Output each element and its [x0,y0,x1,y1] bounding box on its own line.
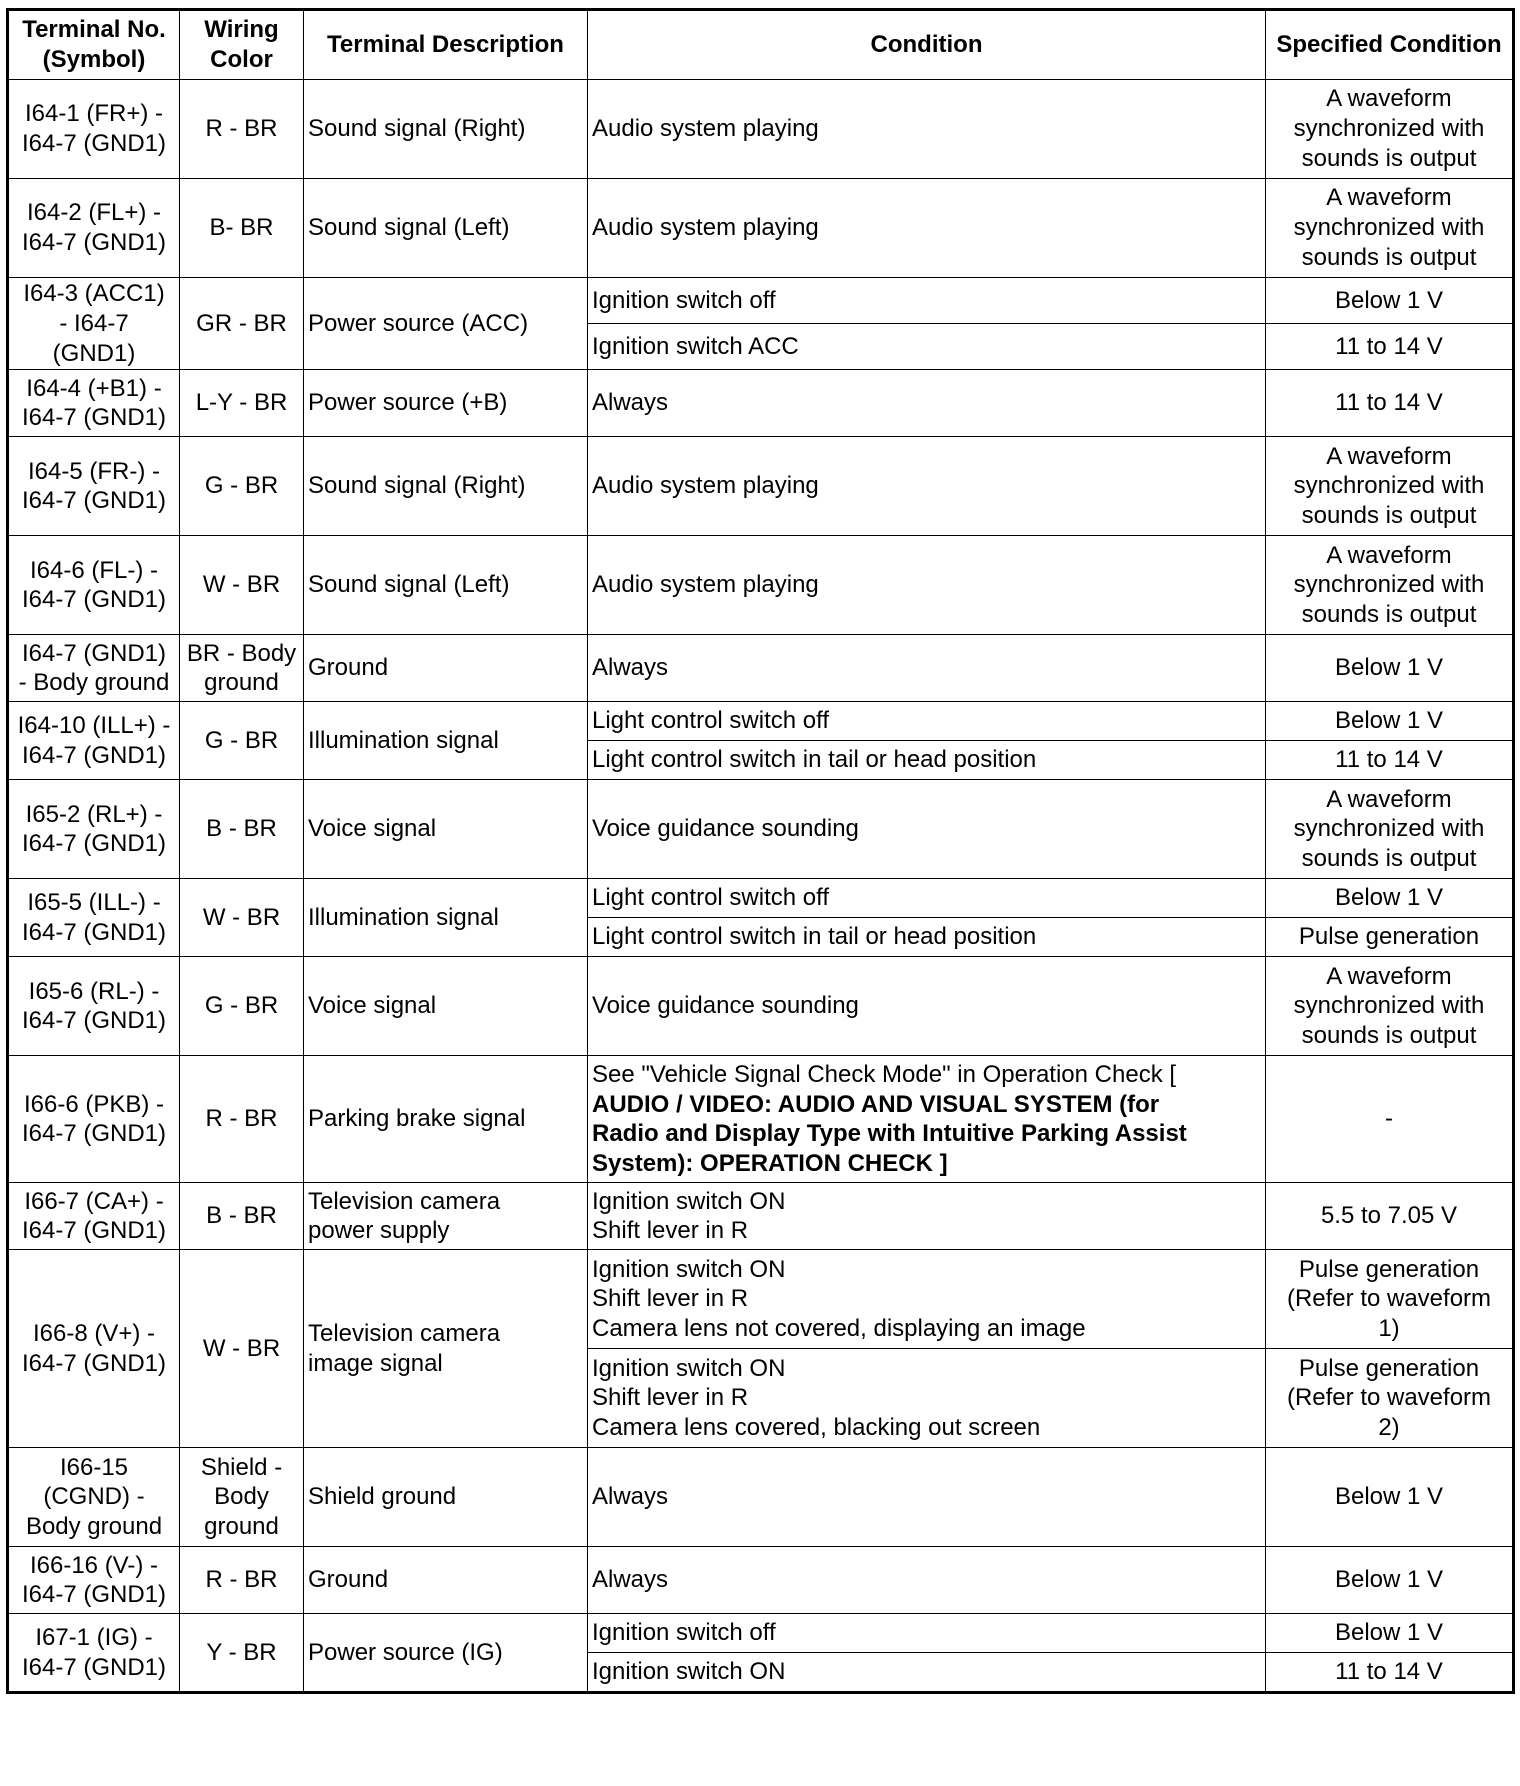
condition-cell [588,1547,1266,1614]
terminal-text: Body ground [25,1513,163,1541]
spec-text: A waveform [1326,184,1452,212]
description-text: Sound signal (Right) [308,115,526,143]
terminal-text: I64-1 (FR+) - [24,100,164,128]
spec-text: A waveform [1326,962,1452,990]
spec-text: Pulse generation [1298,1255,1480,1283]
wiring-cell [180,80,304,179]
terminal-spec-table [6,8,1515,1694]
specified-cell [1266,1547,1514,1614]
condition-text: Camera lens not covered, displaying an image [592,1315,1086,1343]
description-cell [304,1250,588,1448]
description-cell [304,1183,588,1250]
terminal-text: I64-3 (ACC1) [23,280,165,307]
spec-text: synchronized with [1293,992,1485,1020]
description-cell [304,1448,588,1547]
description-text: Voice signal [308,992,437,1020]
spec-text: (Refer to waveform [1286,1285,1492,1313]
table-row [8,536,1514,635]
wiring-text: Body [214,1483,269,1511]
condition-text: Voice guidance sounding [592,992,859,1020]
condition-text: See "Vehicle Signal Check Mode" in Operation Check [ [592,1060,1177,1088]
header-condition: Condition [588,10,1266,80]
header-specified: Specified Condition [1266,10,1514,80]
description-text: Sound signal (Right) [308,472,526,500]
wiring-text: B- BR [209,214,274,242]
wiring-text: G - BR [204,726,279,754]
terminal-cell [8,536,180,635]
specified-cell [1266,1448,1514,1547]
terminal-text: I66-7 (CA+) - [24,1187,164,1215]
specified-cell [1266,536,1514,635]
terminal-text: I65-6 (RL-) - [28,977,160,1005]
wiring-text: B - BR [206,815,277,843]
terminal-text: (CGND) - [43,1483,145,1511]
header-terminal [8,10,180,80]
specified-cell [1266,957,1514,1056]
spec-text: Below 1 V [1334,707,1444,735]
wiring-cell [180,702,304,780]
condition-cell [588,635,1266,702]
spec-text: synchronized with [1293,815,1485,843]
terminal-text: I64-4 (+B1) - [26,374,162,402]
spec-text: - [1385,1105,1393,1133]
terminal-text: I64-5 (FR-) - [28,457,160,485]
specified-cell [1266,1056,1514,1183]
wiring-text: R - BR [205,1566,278,1594]
spec-text: Below 1 V [1334,654,1444,682]
terminal-cell [8,957,180,1056]
specified-cell [1266,1349,1514,1448]
description-cell [304,278,588,370]
spec-text: sounds is output [1301,243,1477,271]
condition-text: Ignition switch ON [592,1658,786,1686]
specified-cell [1266,1183,1514,1250]
description-cell [304,957,588,1056]
description-text: Ground [308,1566,389,1594]
description-text: Ground [308,654,389,682]
terminal-text: I64-7 (GND1) [21,130,167,157]
condition-cell [588,702,1266,741]
spec-text: A waveform [1326,785,1452,813]
spec-text: Pulse generation [1298,923,1480,951]
condition-text: Always [592,389,669,417]
description-text: Sound signal (Left) [308,571,510,599]
description-text: Illumination signal [308,903,499,931]
table-row [8,179,1514,278]
description-text: image signal [308,1349,443,1377]
condition-cell [588,179,1266,278]
terminal-text: I64-7 (GND1) [21,1581,167,1609]
terminal-cell [8,1056,180,1183]
condition-cell [588,1614,1266,1653]
table-row [8,1183,1514,1250]
specified-cell [1266,370,1514,437]
condition-cell [588,1349,1266,1448]
table-row [8,1547,1514,1614]
specified-cell [1266,702,1514,741]
condition-cell [588,536,1266,635]
spec-text: Below 1 V [1334,884,1444,912]
terminal-text: I64-7 (GND1) [21,1349,167,1377]
spec-text: 2) [1378,1414,1400,1442]
specified-cell [1266,80,1514,179]
description-cell [304,1547,588,1614]
spec-text: Below 1 V [1334,1566,1444,1594]
condition-text: Light control switch off [592,707,830,735]
terminal-cell [8,437,180,536]
terminal-text: I64-7 (GND1) [21,741,167,769]
spec-text: synchronized with [1293,214,1485,242]
condition-cell [588,370,1266,437]
terminal-cell [8,780,180,879]
specified-cell [1266,1653,1514,1693]
terminal-cell [8,702,180,780]
condition-text: Ignition switch off [592,1619,776,1647]
description-cell [304,702,588,780]
condition-text: Audio system playing [592,472,819,500]
condition-text: Ignition switch ON [592,1354,786,1382]
description-text: Power source (IG) [308,1638,503,1666]
wiring-cell [180,879,304,957]
wiring-cell [180,370,304,437]
terminal-cell [8,1547,180,1614]
terminal-cell [8,278,180,370]
wiring-text: G - BR [204,992,279,1020]
wiring-text: W - BR [202,903,281,931]
header-wiring-line: Color [210,46,273,73]
condition-text: Ignition switch ACC [592,332,799,360]
condition-text: Shift lever in R [592,1285,749,1313]
wiring-text: B - BR [206,1202,277,1230]
table-row [8,1448,1514,1547]
terminal-text: I64-7 (GND1) [21,229,167,256]
specified-cell [1266,324,1514,370]
terminal-text: I65-5 (ILL-) - [27,889,161,916]
terminal-text: I66-15 [59,1453,129,1481]
condition-text: Ignition switch ON [592,1187,786,1215]
terminal-text: I64-7 (GND1) [21,1653,167,1681]
description-cell [304,80,588,179]
condition-cell [588,918,1266,957]
terminal-text: (GND1) [52,339,136,367]
terminal-cell [8,1183,180,1250]
specified-cell [1266,635,1514,702]
condition-text: Audio system playing [592,115,819,143]
terminal-cell [8,1614,180,1693]
terminal-text: I67-1 (IG) - [35,1624,153,1651]
table-row [8,370,1514,437]
spec-text: Below 1 V [1334,1483,1444,1511]
terminal-cell [8,879,180,957]
condition-text: Light control switch in tail or head position [592,746,1037,774]
wiring-text: ground [204,669,279,697]
description-text: Television camera [308,1320,501,1347]
description-text: Voice signal [308,815,437,843]
terminal-text: I65-2 (RL+) - [25,800,163,828]
condition-cell [588,780,1266,879]
terminal-text: I64-7 (GND1) [21,830,167,858]
wiring-text: GR - BR [196,309,287,337]
specified-cell [1266,437,1514,536]
terminal-text: I64-7 (GND1) [21,918,167,946]
specified-cell [1266,179,1514,278]
description-text: Illumination signal [308,726,499,754]
header-wiring [180,10,304,80]
terminal-text: I64-7 (GND1) [21,639,167,667]
condition-text: Light control switch in tail or head position [592,923,1037,951]
condition-text: Ignition switch ON [592,1255,786,1283]
spec-text: (Refer to waveform [1286,1384,1492,1412]
spec-text: A waveform [1326,541,1452,569]
specified-cell [1266,741,1514,780]
operation-check-link[interactable]: Radio and Display Type with Intuitive Parking Assist [592,1120,1187,1148]
condition-text: Always [592,1566,669,1594]
wiring-cell [180,536,304,635]
condition-cell [588,278,1266,324]
spec-text: 11 to 14 V [1335,1658,1443,1686]
description-text: Parking brake signal [308,1105,526,1133]
terminal-text: I64-7 (GND1) [21,1007,167,1035]
operation-check-link[interactable]: System): OPERATION CHECK ] [592,1150,948,1177]
wiring-text: Y - BR [206,1638,277,1666]
condition-text: Shift lever in R [592,1384,749,1412]
condition-cell [588,1183,1266,1250]
wiring-cell [180,780,304,879]
condition-cell [588,741,1266,780]
terminal-text: I64-7 (GND1) [21,1217,167,1245]
wiring-cell [180,957,304,1056]
specified-cell [1266,1614,1514,1653]
description-text: Power source (ACC) [308,309,529,337]
terminal-text: I66-6 (PKB) - [23,1090,165,1118]
condition-text: Ignition switch off [592,286,776,314]
spec-text: 11 to 14 V [1335,389,1443,417]
wiring-cell [180,1614,304,1693]
terminal-text: I64-10 (ILL+) - [17,712,171,739]
description-cell [304,879,588,957]
condition-text: Shift lever in R [592,1217,749,1245]
wiring-text: ground [204,1513,279,1541]
condition-text: Always [592,654,669,682]
spec-text: Pulse generation [1298,1354,1480,1382]
terminal-text: I64-7 (GND1) [21,586,167,614]
condition-text: Audio system playing [592,214,819,242]
header-wiring-line: Wiring [204,16,279,44]
table-row [8,437,1514,536]
condition-text: Voice guidance sounding [592,815,859,843]
specified-cell [1266,918,1514,957]
table-row [8,957,1514,1056]
wiring-text: L-Y - BR [195,389,288,417]
terminal-cell [8,1250,180,1448]
condition-cell [588,437,1266,536]
terminal-text: I64-7 (GND1) [21,404,167,432]
table-row [8,635,1514,702]
condition-cell [588,957,1266,1056]
spec-text: Below 1 V [1334,1619,1444,1647]
terminal-text: - I64-7 [59,309,129,337]
condition-text: Audio system playing [592,571,819,599]
wiring-text: R - BR [205,115,278,143]
spec-text: sounds is output [1301,845,1477,873]
table-row [8,1250,1514,1349]
condition-cell [588,879,1266,918]
spec-text: 11 to 14 V [1335,746,1443,774]
header-description: Terminal Description [304,10,588,80]
table-row [8,879,1514,918]
wiring-cell [180,437,304,536]
spec-text: A waveform [1326,85,1452,113]
condition-cell [588,1448,1266,1547]
terminal-spec-table-wrapper [6,8,1515,1694]
terminal-cell [8,1448,180,1547]
specified-cell [1266,278,1514,324]
spec-text: synchronized with [1293,472,1485,500]
wiring-cell [180,278,304,370]
header-row [8,10,1514,80]
description-text: Sound signal (Left) [308,214,510,242]
terminal-text: - Body ground [18,669,170,697]
terminal-cell [8,635,180,702]
spec-text: synchronized with [1293,115,1485,143]
spec-text: sounds is output [1301,601,1477,629]
wiring-cell [180,179,304,278]
description-cell [304,179,588,278]
spec-text: synchronized with [1293,571,1485,599]
description-cell [304,1056,588,1183]
description-cell [304,536,588,635]
operation-check-link[interactable]: AUDIO / VIDEO: AUDIO AND VISUAL SYSTEM (for [592,1090,1160,1118]
specified-cell [1266,780,1514,879]
wiring-cell [180,1448,304,1547]
condition-cell [588,324,1266,370]
spec-text: 1) [1378,1315,1400,1343]
terminal-text: I64-6 (FL-) - [29,556,158,584]
wiring-text: R - BR [205,1105,278,1133]
description-cell [304,370,588,437]
spec-text: Below 1 V [1334,286,1444,314]
description-text: Television camera [308,1187,501,1215]
terminal-cell [8,80,180,179]
wiring-cell [180,1183,304,1250]
header-terminal-line: Terminal No. [22,16,166,44]
condition-cell [588,1056,1266,1183]
table-row [8,1614,1514,1653]
description-text: Power source (+B) [308,389,508,417]
wiring-cell [180,635,304,702]
condition-text: Always [592,1483,669,1511]
wiring-text: G - BR [204,472,279,500]
table-row [8,780,1514,879]
condition-cell [588,1653,1266,1693]
condition-text: Camera lens covered, blacking out screen [592,1414,1041,1442]
wiring-cell [180,1056,304,1183]
terminal-text: I66-8 (V+) - [32,1320,156,1347]
terminal-cell [8,179,180,278]
terminal-cell [8,370,180,437]
spec-text: A waveform [1326,442,1452,470]
terminal-text: I64-2 (FL+) - [26,199,162,227]
spec-text: sounds is output [1301,144,1477,172]
spec-text: sounds is output [1301,502,1477,530]
wiring-cell [180,1547,304,1614]
spec-text: 11 to 14 V [1335,332,1443,360]
terminal-text: I64-7 (GND1) [21,487,167,515]
wiring-text: W - BR [202,1334,281,1362]
spec-text: 5.5 to 7.05 V [1320,1202,1458,1230]
wiring-text: W - BR [202,571,281,599]
terminal-text: I64-7 (GND1) [21,1120,167,1148]
terminal-text: I66-16 (V-) - [29,1551,159,1579]
description-text: Shield ground [308,1483,457,1511]
table-row [8,80,1514,179]
description-cell [304,437,588,536]
condition-cell [588,1250,1266,1349]
table-row [8,1056,1514,1183]
specified-cell [1266,1250,1514,1349]
description-cell [304,635,588,702]
specified-cell [1266,879,1514,918]
description-text: power supply [308,1217,450,1245]
wiring-cell [180,1250,304,1448]
description-cell [304,1614,588,1693]
header-terminal-line: (Symbol) [42,46,146,73]
table-row [8,278,1514,324]
table-row [8,702,1514,741]
spec-text: sounds is output [1301,1022,1477,1050]
description-cell [304,780,588,879]
condition-text: Light control switch off [592,884,830,912]
wiring-text: BR - Body [186,639,297,667]
wiring-text: Shield - [200,1453,283,1481]
condition-cell [588,80,1266,179]
